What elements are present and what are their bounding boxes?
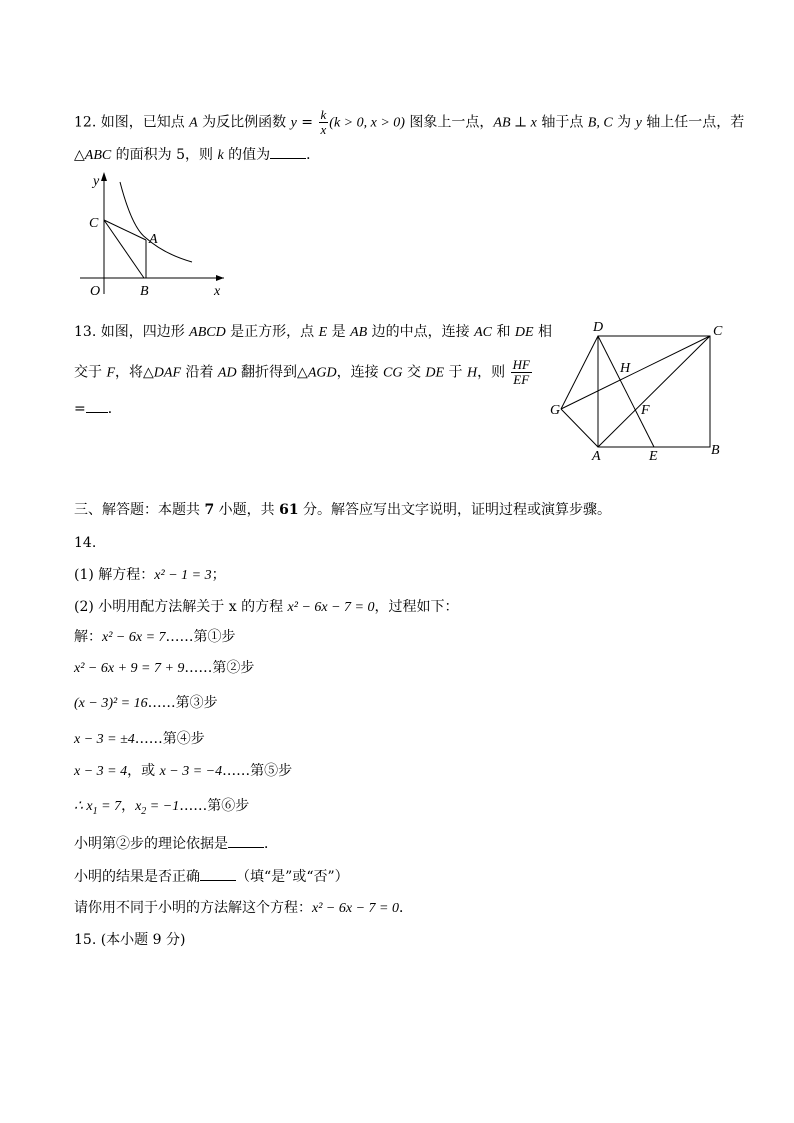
q12-line-1: 12. 如图，已知点 A 为反比例函数 y = $\frac{k}{x}$ (k > 0, x > 0) 图象上一点，AB ⊥ x 轴于点 B, C 为 y 轴上任一点，若	[74, 107, 745, 137]
label-b: B	[140, 284, 149, 299]
label-e: E	[649, 449, 658, 462]
q14-part-1: (1) 解方程：x² − 1 = 3；	[74, 567, 226, 583]
q15-label: 15. (本小题 9 分)	[74, 932, 186, 948]
q13-fraction: $\frac{HF}{EF}$	[512, 357, 530, 387]
hyperbola-curve	[120, 182, 192, 262]
label-a: A	[149, 232, 158, 247]
q14-step-3: (x − 3)² = 16……第③步	[74, 695, 218, 711]
answer-blank	[200, 866, 236, 881]
label-g: G	[550, 403, 561, 418]
segment-ga	[561, 409, 598, 447]
x-axis-arrow	[216, 275, 224, 281]
q14-question-c: 请你用不同于小明的方法解这个方程：x² − 6x − 7 = 0．	[74, 900, 413, 916]
label-h: H	[620, 361, 631, 376]
label-c: C	[713, 324, 723, 339]
q14-step-1: 解：x² − 6x = 7……第①步	[74, 629, 236, 645]
segment-gc	[561, 336, 710, 409]
q13-line-1: 13. 如图，四边形 ABCD 是正方形，点 E 是 AB 边的中点，连接 AC 和 DE 相	[74, 324, 553, 340]
section-3-header: 三、解答题：本题共 7 小题，共 61 分。解答应写出文字说明，证明过程或演算步骤。	[74, 502, 612, 518]
label-o: O	[90, 284, 101, 299]
answer-blank	[228, 833, 264, 848]
label-d: D	[593, 320, 604, 335]
q12-fraction: $\frac{k}{x}$	[320, 107, 327, 137]
q14-question-a: 小明第②步的理论依据是 ．	[74, 833, 278, 854]
q14-step-6: ∴ $x_1 = 7$，$x_2$ = −1……第⑥步	[74, 798, 250, 817]
q14-number: 14.	[74, 535, 97, 551]
segment-dg	[561, 336, 598, 409]
q14-question-b: 小明的结果是否正确 （填“是”或“否”）	[74, 866, 349, 887]
q14-step-5: x − 3 = 4，或 x − 3 = −4……第⑤步	[74, 763, 293, 779]
answer-blank	[270, 144, 306, 159]
label-c: C	[89, 216, 99, 231]
label-b: B	[711, 443, 720, 458]
y-axis-arrow	[101, 172, 107, 181]
label-a: A	[592, 449, 601, 462]
q14-step-2: x² − 6x + 9 = 7 + 9……第②步	[74, 660, 255, 676]
answer-blank	[86, 398, 108, 413]
q12-line-2: △ABC 的面积为 5，则 k 的值为 ．	[74, 144, 320, 166]
label-f: F	[641, 403, 650, 418]
label-x: x	[214, 284, 221, 299]
q14-step-4: x − 3 = ±4……第④步	[74, 731, 205, 747]
q13-line-3: = ．	[74, 398, 122, 419]
q13-figure	[545, 318, 730, 462]
q13-line-2: 交于 F，将△DAF 沿着 AD 翻折得到△AGD，连接 CG 交 DE 于 H，则 $\frac{HF}{EF}$	[74, 357, 530, 387]
segment-de	[598, 336, 654, 447]
segment-ac	[598, 336, 710, 447]
q14-part-2: (2) 小明用配方法解关于 x 的方程 x² − 6x − 7 = 0，过程如下：	[74, 599, 459, 615]
q12-figure	[74, 168, 234, 300]
label-y: y	[93, 174, 100, 189]
